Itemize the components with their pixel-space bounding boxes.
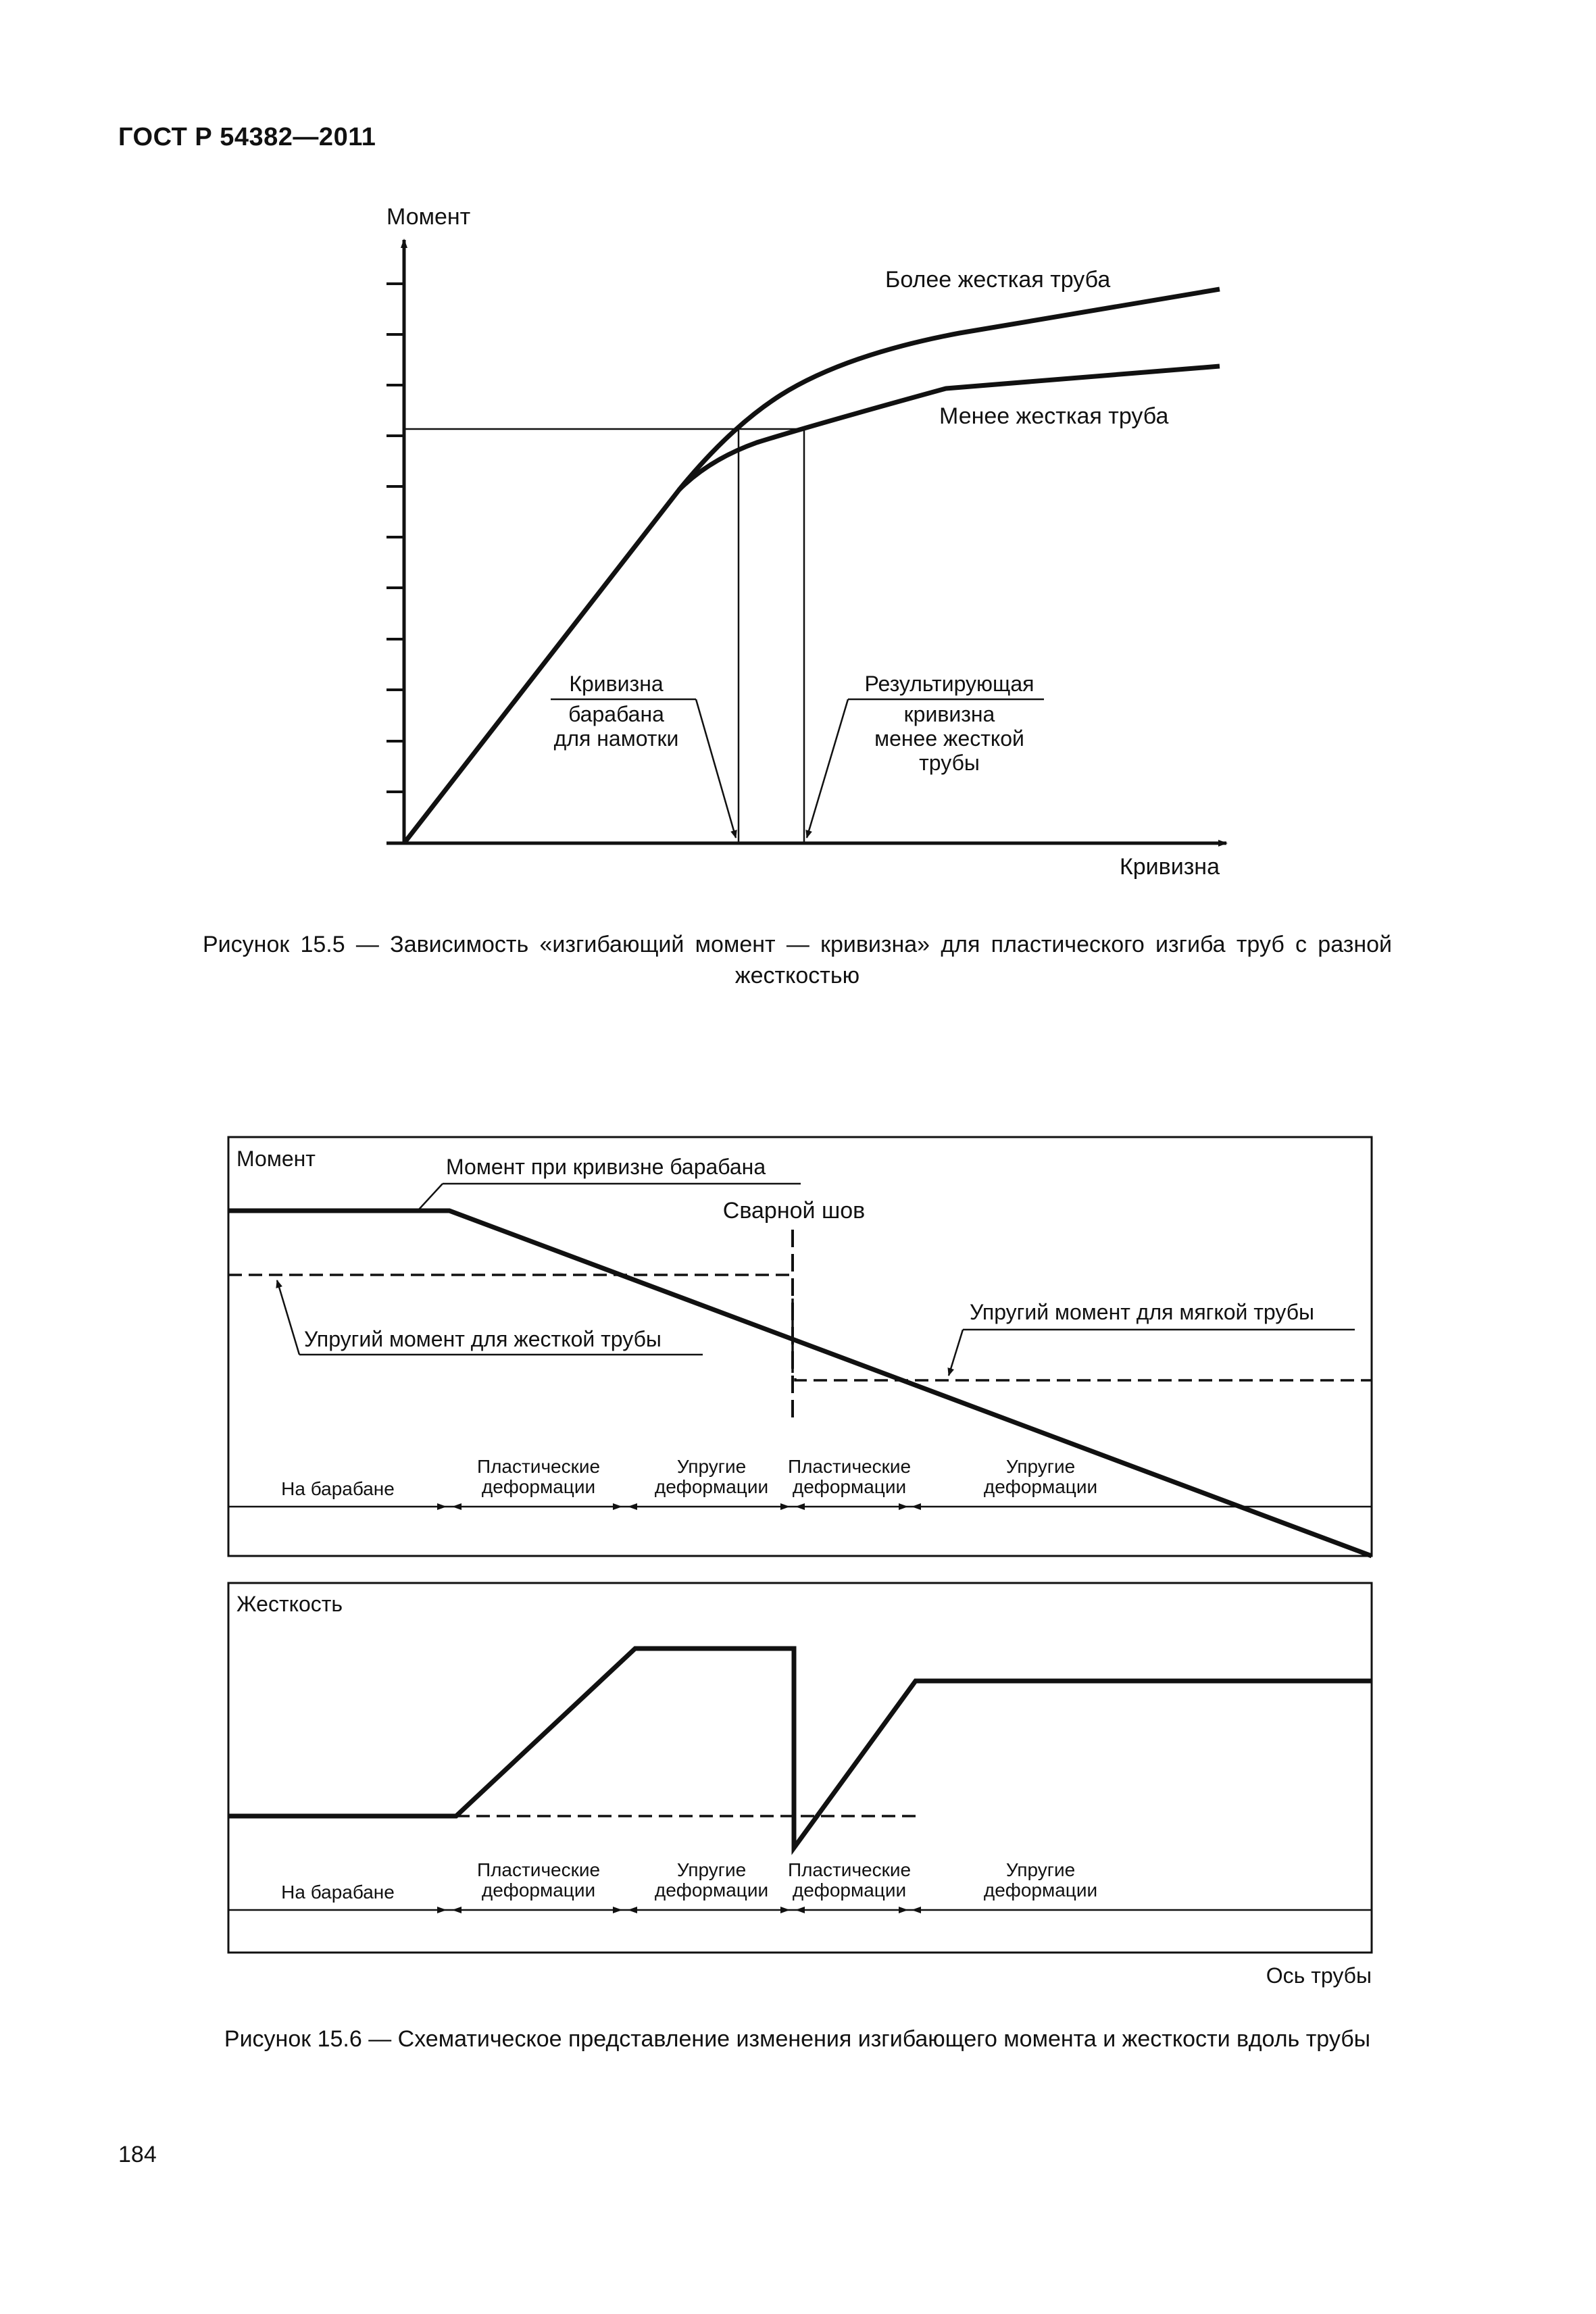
zone-plastic-1-line2: деформации [481, 1476, 596, 1497]
document-header-title: ГОСТ Р 54382—2011 [118, 123, 376, 151]
resulting-curvature-pointer [807, 699, 848, 838]
stiffness-zone-plastic-2-line2: деформации [792, 1880, 907, 1901]
y-axis-label: Момент [386, 204, 471, 230]
moment-zone-labels [281, 1456, 1097, 1499]
figure-15-5-caption: Рисунок 15.5 — Зависимость «изгибающий момент — кривизна» для пластического изгиба труб с разной жесткостью [203, 932, 1392, 988]
resulting-curvature-annotation [807, 672, 1044, 838]
stiffness-zone-labels [281, 1859, 1097, 1903]
zone-elastic-1-line2: деформации [654, 1476, 769, 1497]
weld-label: Сварной шов [722, 1198, 866, 1224]
stiffness-zone-elastic-2-line1: Упругие [1005, 1859, 1076, 1880]
stiffness-panel [228, 1583, 1372, 1988]
curve-stiffer-pipe [404, 289, 1220, 843]
drum-curvature-annotation [551, 672, 736, 838]
figure-15-6-diagram [0, 1115, 1596, 1993]
zone-elastic-1-line1: Упругие [676, 1456, 747, 1477]
y-axis-ticks [386, 284, 404, 792]
stiff-elastic-label: Упругий момент для жесткой трубы [304, 1327, 662, 1351]
zone-plastic-2-line1: Пластические [787, 1456, 912, 1477]
moment-panel-title: Момент [236, 1147, 316, 1171]
resulting-curvature-label-line4: трубы [919, 751, 980, 775]
resulting-curvature-label-line3: менее жесткой [874, 726, 1024, 751]
curve-softer-label: Менее жесткая труба [939, 403, 1169, 429]
drum-curvature-pointer [696, 699, 736, 838]
moment-panel [228, 1137, 1372, 1556]
drum-curvature-label-line3: для намотки [553, 726, 679, 751]
drum-moment-label: Момент при кривизне барабана [446, 1155, 766, 1179]
zone-elastic-2-line1: Упругие [1005, 1456, 1076, 1477]
drum-curvature-label-line1: Кривизна [569, 672, 664, 696]
stiffness-zone-on-drum: На барабане [281, 1882, 395, 1903]
stiffness-panel-title: Жесткость [236, 1592, 343, 1616]
drum-curvature-label-line2: барабана [568, 702, 664, 726]
moment-line [228, 1211, 1372, 1556]
zone-plastic-2-line2: деформации [792, 1476, 907, 1497]
zone-on-drum: На барабане [281, 1478, 395, 1499]
zone-elastic-2-line2: деформации [983, 1476, 1098, 1497]
x-axis-label: Кривизна [1119, 854, 1220, 880]
figure-15-6-caption: Рисунок 15.6 — Схематическое представление изменения изгибающего момента и жесткости вдоль трубы [224, 2026, 1371, 2052]
page-number: 184 [118, 2142, 157, 2167]
stiffness-zone-plastic-2-line1: Пластические [787, 1859, 912, 1880]
stiffness-zone-elastic-2-line2: деформации [983, 1880, 1098, 1901]
zone-plastic-1-line1: Пластические [476, 1456, 601, 1477]
figure-15-5-chart [0, 0, 1596, 932]
pipe-axis-label: Ось трубы [1266, 1963, 1372, 1988]
resulting-curvature-label-line2: кривизна [903, 702, 995, 726]
stiffness-zone-elastic-1-line2: деформации [654, 1880, 769, 1901]
reference-lines [404, 429, 804, 843]
stiffness-zone-plastic-1-line1: Пластические [476, 1859, 601, 1880]
soft-elastic-label: Упругий момент для мягкой трубы [970, 1300, 1315, 1324]
stiffness-zone-plastic-1-line2: деформации [481, 1880, 596, 1901]
soft-pipe-elastic-moment-line [795, 1378, 1372, 1380]
resulting-curvature-label-line1: Результирующая [864, 672, 1034, 696]
curve-stiffer-label: Более жесткая труба [885, 267, 1111, 293]
stiffness-line [228, 1649, 1372, 1848]
stiffness-zone-elastic-1-line1: Упругие [676, 1859, 747, 1880]
